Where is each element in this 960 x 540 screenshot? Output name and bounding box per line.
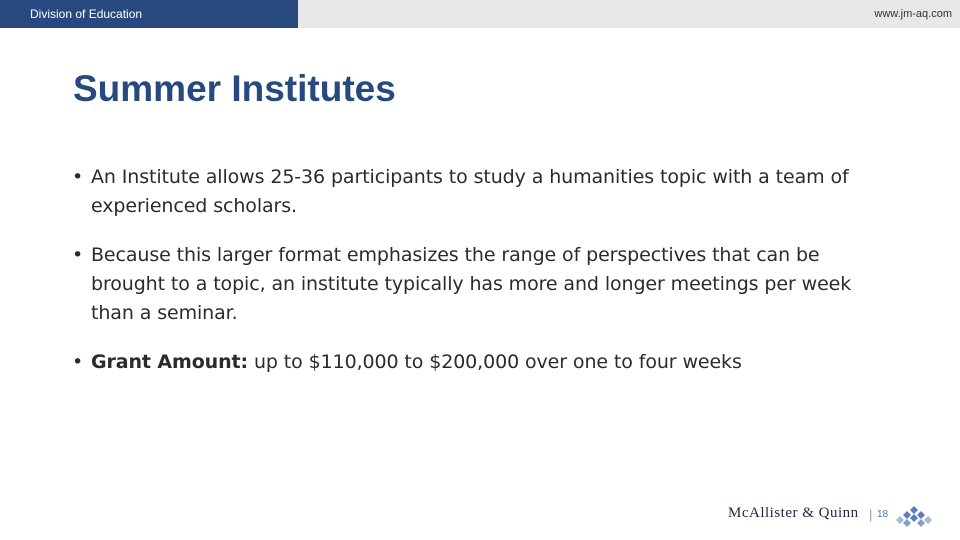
diamond-grid-logo-icon: [896, 505, 932, 527]
brand-wordmark: McAllister & Quinn: [728, 505, 859, 521]
bullet-item-format: [72, 241, 892, 328]
division-tab: [0, 0, 298, 28]
page-number: 18: [877, 509, 889, 520]
bullet-item-grant-amount: [72, 348, 892, 377]
grant-amount-label: Grant Amount:: [91, 351, 248, 373]
division-label: Division of Education: [30, 7, 143, 21]
bullet-item-participants: [72, 163, 892, 221]
bullet-marker: •: [72, 244, 84, 266]
bullet-text: Because this larger format emphasizes the range of perspectives that can be brought to a topic, an institute typically has more and longer meetings per week than a seminar.: [91, 244, 852, 324]
slide-title: Summer Institutes: [73, 68, 396, 109]
bullet-text: An Institute allows 25-36 participants to study a humanities topic with a team of experienced scholars.: [91, 166, 849, 217]
top-header-bar: [0, 0, 960, 28]
website-url[interactable]: www.jm-aq.com: [874, 8, 952, 20]
grant-amount-value: up to $110,000 to $200,000 over one to four weeks: [253, 351, 742, 373]
footer-separator: |: [869, 507, 873, 522]
bullet-marker: •: [72, 351, 84, 373]
bullet-marker: •: [72, 166, 84, 188]
bullet-list: [72, 163, 892, 377]
